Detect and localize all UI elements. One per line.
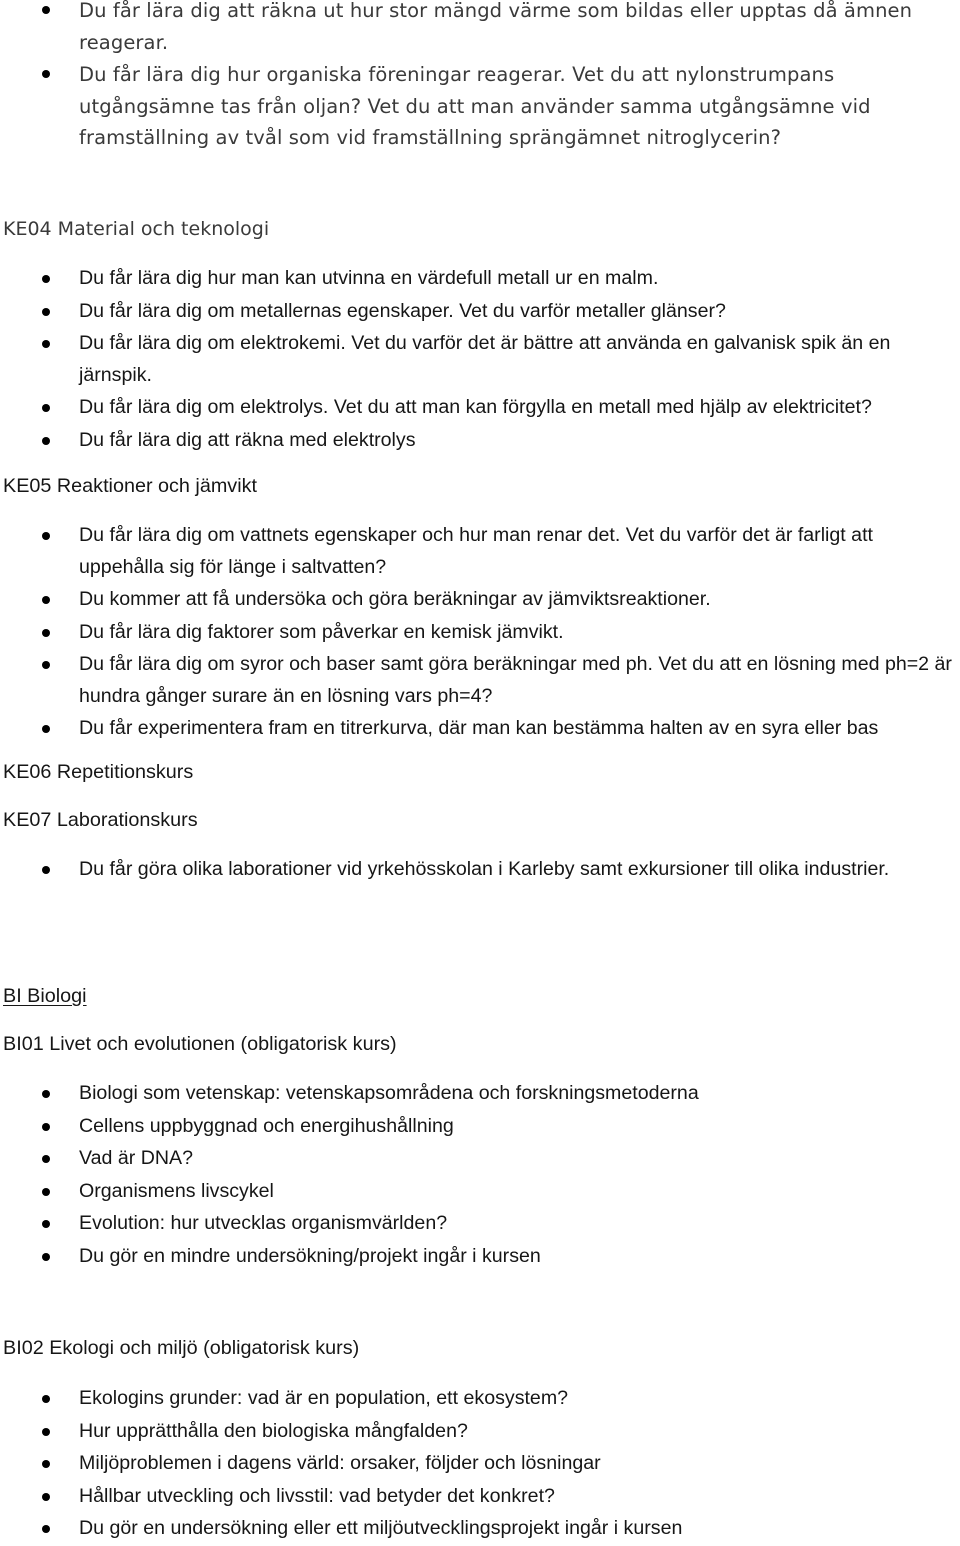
course-heading-bi01: BI01 Livet och evolutionen (obligatorisk kurs) — [3, 1033, 397, 1055]
list-item: Evolution: hur utvecklas organismvärlden? — [0, 1208, 960, 1240]
list-item: Du får lära dig om syror och baser samt göra beräkningar med ph. Vet du att en lösning med ph=2 är hundra gånger surare än en lösning vars ph=4? — [0, 649, 960, 712]
course-heading-ke06: KE06 Repetitionskurs — [3, 761, 194, 783]
ke04-section — [0, 263, 960, 457]
bullet-icon — [42, 275, 50, 283]
bullet-icon — [42, 340, 50, 348]
bullet-icon — [42, 629, 50, 637]
list-item: Du får lära dig faktorer som påverkar en kemisk jämvikt. — [0, 617, 960, 649]
course-heading-bi02: BI02 Ekologi och miljö (obligatorisk kurs) — [3, 1337, 360, 1359]
bullet-icon — [42, 1253, 50, 1261]
list-item: Du kommer att få undersöka och göra beräkningar av jämviktsreaktioner. — [0, 584, 960, 616]
bullet-icon — [42, 308, 50, 316]
bullet-icon — [42, 532, 50, 540]
ke07-section — [0, 854, 960, 887]
list-item: Du får experimentera fram en titrerkurva, där man kan bestämma halten av en syra eller bas — [0, 713, 960, 745]
ke07-list — [0, 854, 960, 886]
bullet-icon — [42, 1428, 50, 1436]
list-item: Ekologins grunder: vad är en population, ett ekosystem? — [0, 1383, 960, 1415]
bullet-icon — [42, 725, 50, 733]
bullet-icon — [42, 70, 50, 78]
list-item: Du får lära dig om vattnets egenskaper och hur man renar det. Vet du varför det är farligt att uppehålla sig för länge i saltvatten? — [0, 520, 960, 583]
intro-list — [0, 0, 960, 154]
list-item: Du får lära dig om elektrolys. Vet du att man kan förgylla en metall med hjälp av elektricitet? — [0, 392, 960, 424]
bullet-icon — [42, 661, 50, 669]
course-heading-ke04: KE04 Material och teknologi — [3, 218, 270, 240]
bullet-icon — [42, 1123, 50, 1131]
bullet-icon — [42, 1155, 50, 1163]
list-item: Du får lära dig hur man kan utvinna en värdefull metall ur en malm. — [0, 263, 960, 295]
bullet-icon — [42, 1395, 50, 1403]
bi01-list — [0, 1078, 960, 1272]
ke05-list — [0, 520, 960, 745]
list-item: Hur upprätthålla den biologiska mångfalden? — [0, 1416, 960, 1448]
bullet-icon — [42, 404, 50, 412]
list-item: Biologi som vetenskap: vetenskapsområdena och forskningsmetoderna — [0, 1078, 960, 1110]
list-item: Organismens livscykel — [0, 1176, 960, 1208]
bi01-section — [0, 1078, 960, 1273]
ke04-list — [0, 263, 960, 456]
intro-section — [0, 0, 960, 155]
bullet-icon — [42, 1090, 50, 1098]
list-item: Du får lära dig om metallernas egenskaper. Vet du varför metaller glänser? — [0, 296, 960, 328]
bullet-icon — [42, 1220, 50, 1228]
bullet-icon — [42, 596, 50, 604]
list-item: Vad är DNA? — [0, 1143, 960, 1175]
list-item: Miljöproblemen i dagens värld: orsaker, följder och lösningar — [0, 1448, 960, 1480]
subject-heading-biology: BI Biologi — [3, 985, 87, 1007]
list-item: Du får lära dig att räkna med elektrolys — [0, 425, 960, 457]
bullet-icon — [42, 866, 50, 874]
bullet-icon — [42, 437, 50, 445]
bullet-icon — [42, 1188, 50, 1196]
bi02-section — [0, 1383, 960, 1546]
course-heading-ke05: KE05 Reaktioner och jämvikt — [3, 475, 257, 497]
bullet-icon — [42, 1493, 50, 1501]
list-item: Du gör en mindre undersökning/projekt ingår i kursen — [0, 1241, 960, 1273]
bi02-list — [0, 1383, 960, 1545]
list-item: Hållbar utveckling och livsstil: vad betyder det konkret? — [0, 1481, 960, 1513]
bullet-icon — [42, 6, 50, 14]
bullet-icon — [42, 1460, 50, 1468]
list-item: Du gör en undersökning eller ett miljöutvecklingsprojekt ingår i kursen — [0, 1513, 960, 1545]
list-item: Cellens uppbyggnad och energihushållning — [0, 1111, 960, 1143]
list-item: Du får lära dig att räkna ut hur stor mängd värme som bildas eller upptas då ämnen reagerar. — [0, 0, 960, 58]
list-item: Du får lära dig hur organiska föreningar reagerar. Vet du att nylonstrumpans utgångsämne tas från oljan? Vet du att man använder samma utgångsämne vid framställning av tvål som vid framställning sprängämnet nitroglycerin? — [0, 59, 960, 154]
list-item: Du får lära dig om elektrokemi. Vet du varför det är bättre att använda en galvanisk spik än en järnspik. — [0, 328, 960, 391]
course-heading-ke07: KE07 Laborationskurs — [3, 809, 198, 831]
bullet-icon — [42, 1525, 50, 1533]
ke05-section — [0, 520, 960, 746]
list-item: Du får göra olika laborationer vid yrkehösskolan i Karleby samt exkursioner till olika industrier. — [0, 854, 960, 886]
